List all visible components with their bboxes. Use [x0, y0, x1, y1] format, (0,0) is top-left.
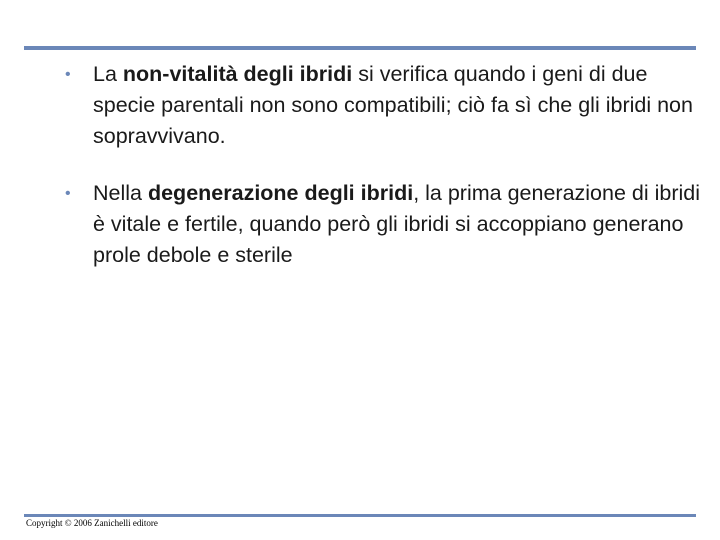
copyright-footer: Copyright © 2006 Zanichelli editore: [26, 518, 158, 528]
bullet-text-bold: degenerazione degli ibridi: [147, 181, 414, 205]
bullet-list: [62, 59, 702, 271]
top-divider: [24, 46, 696, 50]
bullet-item-hybrid-inviability: [62, 59, 702, 152]
bullet-text-post: si verifica quando i geni di due specie parentali non sono compatibili; ciò fa sì che gli ibridi non sopravvivano.: [93, 62, 693, 148]
bullet-text-post: , la prima generazione di ibridi è vitale e fertile, quando però gli ibridi si accoppiano generano prole debole e sterile: [93, 181, 701, 267]
bullet-icon: •: [65, 185, 71, 202]
bullet-text-pre: Nella: [93, 181, 148, 205]
bullet-item-hybrid-breakdown: [62, 178, 702, 271]
bullet-text-bold: non-vitalità degli ibridi: [122, 62, 353, 86]
bottom-divider: [24, 514, 696, 517]
bullet-text-pre: La: [93, 62, 123, 86]
bullet-icon: •: [65, 66, 71, 83]
